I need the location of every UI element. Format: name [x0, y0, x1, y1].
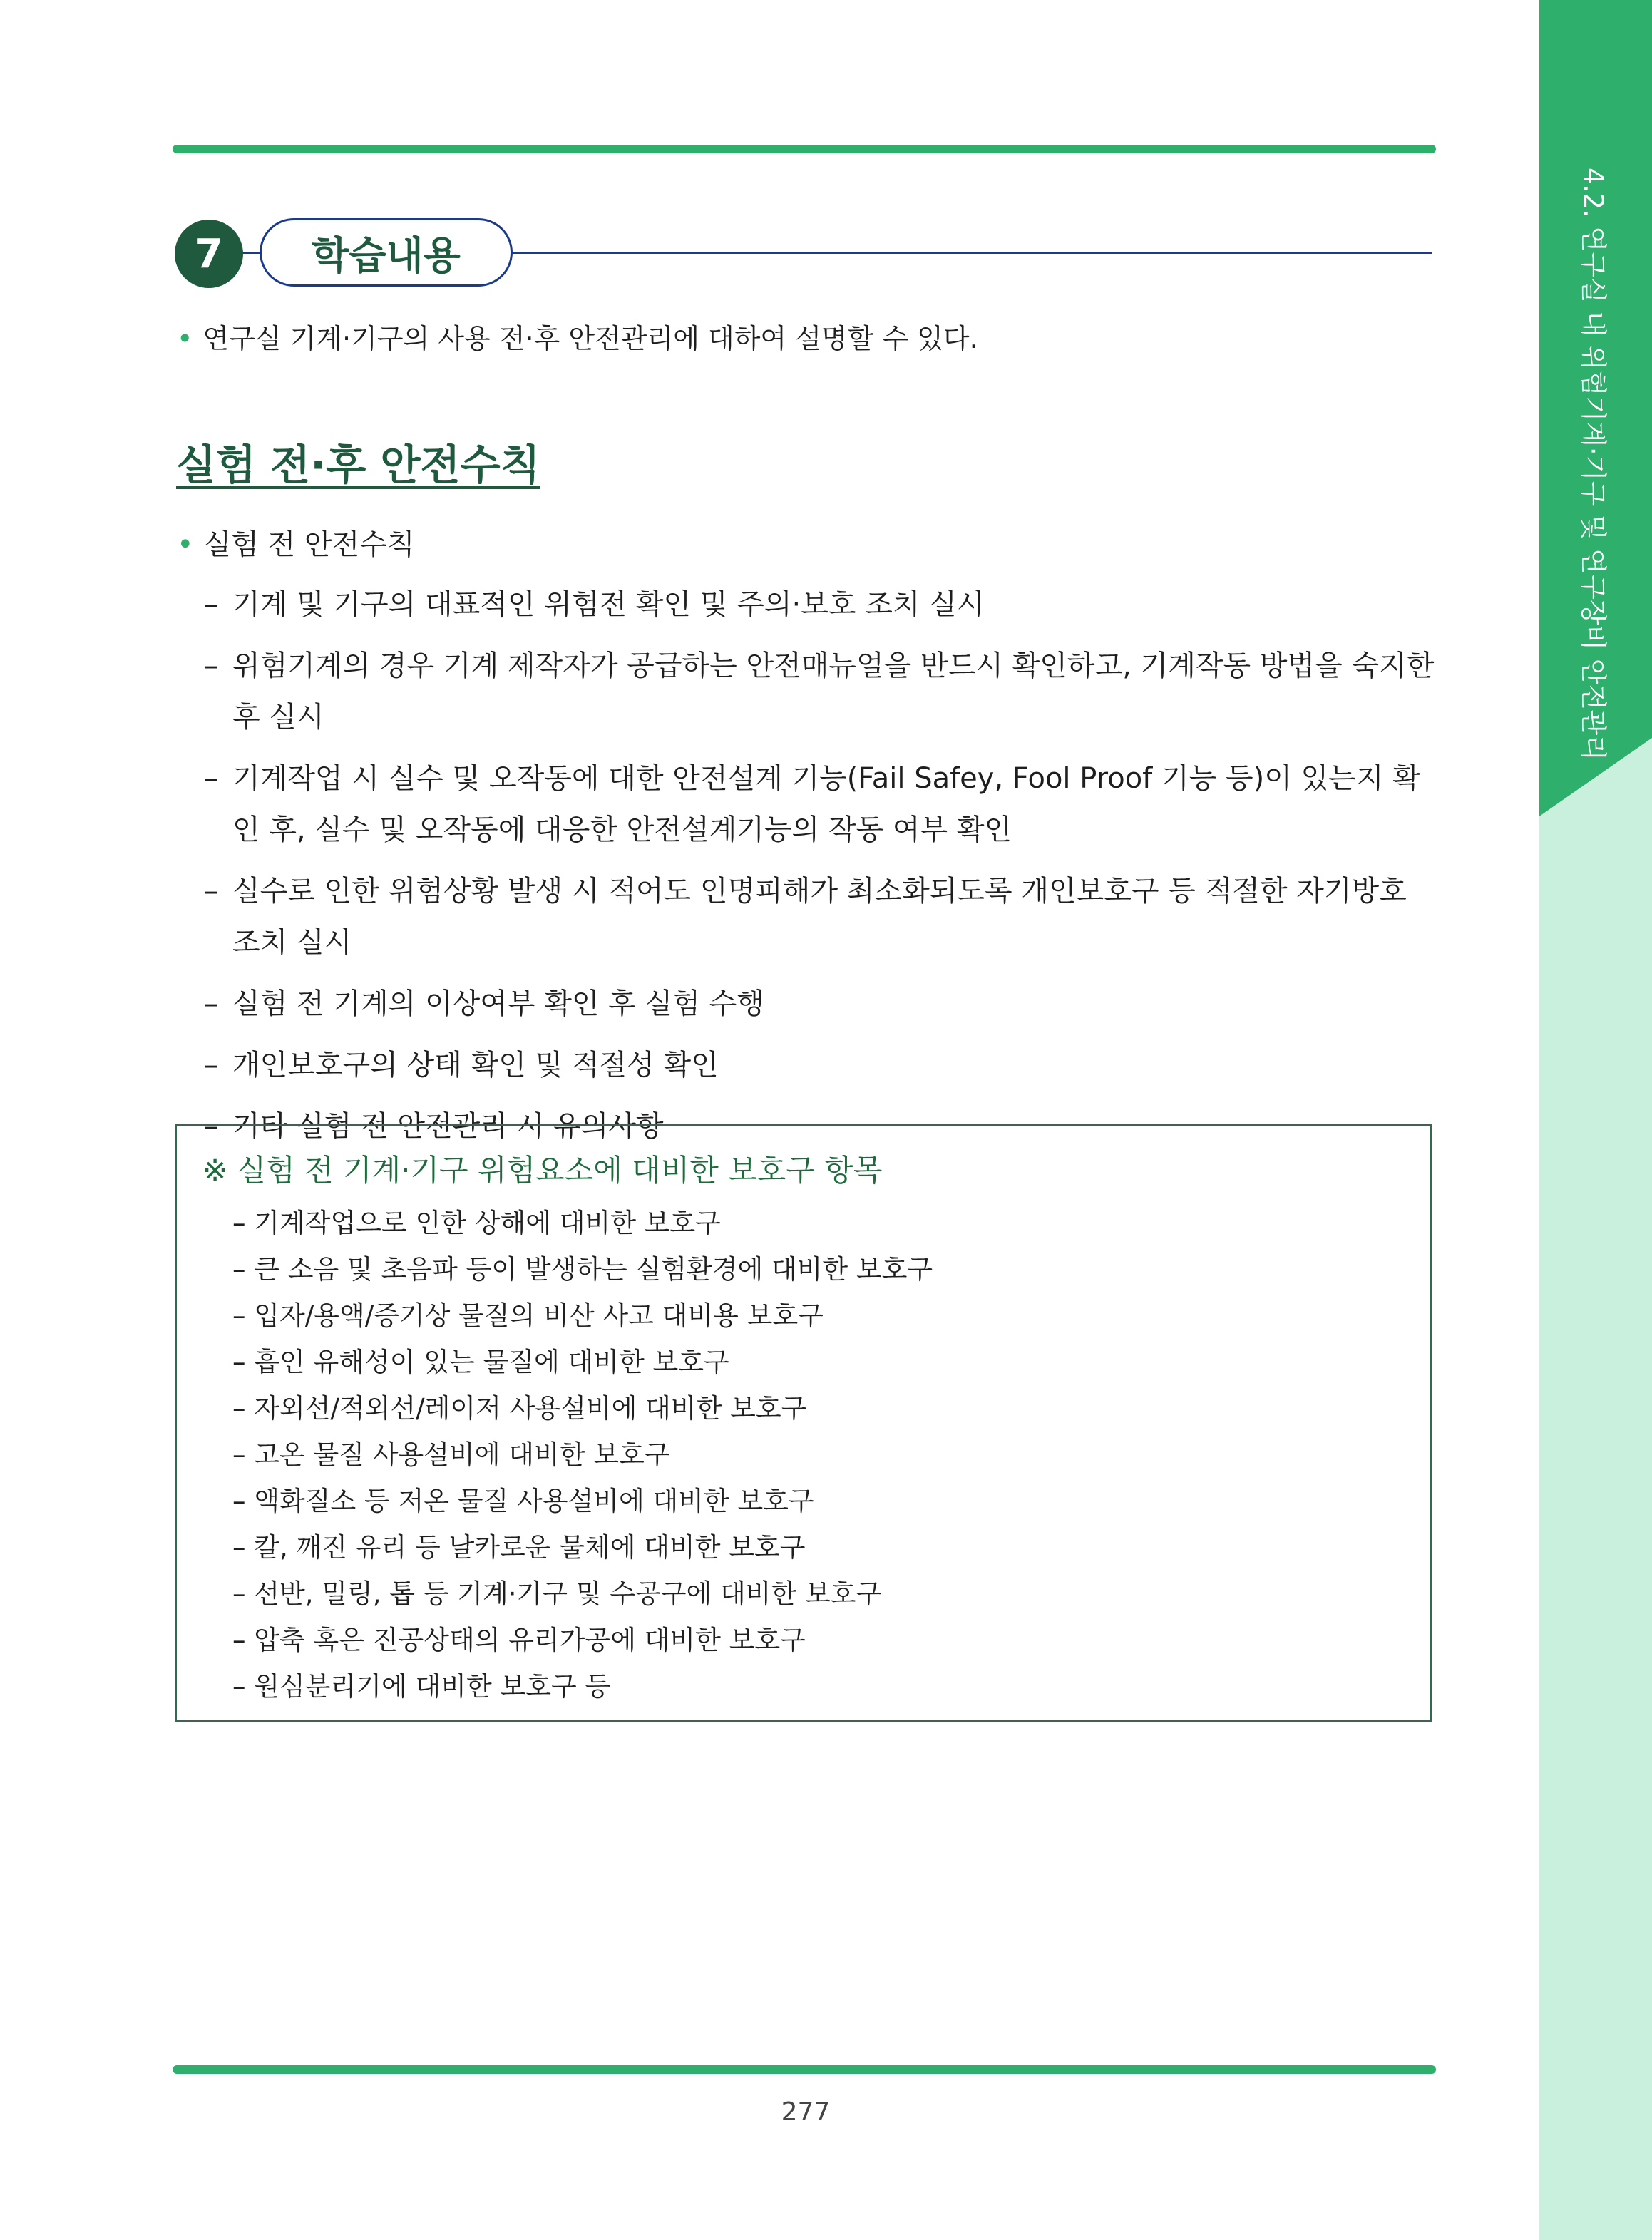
- list-item: – 개인보호구의 상태 확인 및 적절성 확인: [204, 1049, 719, 1082]
- list-item: – 칼, 깨진 유리 등 날카로운 물체에 대비한 보호구: [232, 1532, 806, 1563]
- subheading-text: 실험 전 안전수칙: [203, 528, 415, 561]
- side-tab-chapter-title: 4.2. 연구실 내 위험기계·기구 및 연구장비 안전관리: [1578, 168, 1609, 761]
- list-item: – 기계작업 시 실수 및 오작동에 대한 안전설계 기능(Fail Safey, Fool Proof 기능 등)이 있는지 확인 후, 실수 및 오작동에 대응한 안전설계기능의 작동 여부 확인: [204, 762, 1420, 846]
- list-item: – 액화질소 등 저온 물질 사용설비에 대비한 보호구: [232, 1486, 814, 1516]
- bullet-icon: •: [177, 323, 193, 354]
- list-item: – 흡인 유해성이 있는 물질에 대비한 보호구: [232, 1347, 729, 1377]
- list-item: – 자외선/적외선/레이저 사용설비에 대비한 보호구: [232, 1393, 807, 1424]
- list-item: – 입자/용액/증기상 물질의 비산 사고 대비용 보호구: [232, 1300, 824, 1331]
- protective-equipment-box: [175, 1124, 1432, 1722]
- section-label-pill: 학습내용: [260, 218, 513, 287]
- list-item: – 압축 혹은 진공상태의 유리가공에 대비한 보호구: [232, 1625, 806, 1655]
- list-item: – 위험기계의 경우 기계 제작자가 공급하는 안전매뉴얼을 반드시 확인하고, 기계작동 방법을 숙지한 후 실시: [204, 649, 1435, 734]
- list-item: – 실험 전 기계의 이상여부 확인 후 실험 수행: [204, 987, 764, 1020]
- list-item: – 기계 및 기구의 대표적인 위험전 확인 및 주의·보호 조치 실시: [204, 588, 985, 621]
- bullet-icon: •: [177, 528, 194, 561]
- list-item: – 큰 소음 및 초음파 등이 발생하는 실험환경에 대비한 보호구: [232, 1254, 933, 1285]
- list-item: – 기타 실험 전 안전관리 시 유의사항: [204, 1110, 664, 1143]
- page-number: 277: [781, 2097, 831, 2127]
- list-item: – 기계작업으로 인한 상해에 대비한 보호구: [232, 1208, 721, 1238]
- section-number-badge: 7: [175, 220, 243, 288]
- safety-items-list: [204, 579, 1437, 1162]
- learning-objective: [177, 317, 978, 356]
- top-rule: [173, 145, 1436, 153]
- section-title: 실험 전·후 안전수칙: [176, 441, 540, 489]
- list-item: – 실수로 인한 위험상황 발생 시 적어도 인명피해가 최소화되도록 개인보호구 등 적절한 자기방호 조치 실시: [204, 875, 1407, 959]
- side-tab-light-area: [1539, 738, 1652, 2240]
- box-list: [232, 1200, 933, 1710]
- list-item: – 원심분리기에 대비한 보호구 등: [232, 1671, 611, 1702]
- subheading: [177, 522, 415, 562]
- list-item: – 고온 물질 사용설비에 대비한 보호구: [232, 1439, 670, 1470]
- list-item: – 선반, 밀링, 톱 등 기계·기구 및 수공구에 대비한 보호구: [232, 1578, 882, 1609]
- objective-text: 연구실 기계·기구의 사용 전·후 안전관리에 대하여 설명할 수 있다.: [202, 323, 978, 354]
- box-title: ※ 실험 전 기계·기구 위험요소에 대비한 보호구 항목: [202, 1153, 883, 1188]
- bottom-rule: [173, 2065, 1436, 2074]
